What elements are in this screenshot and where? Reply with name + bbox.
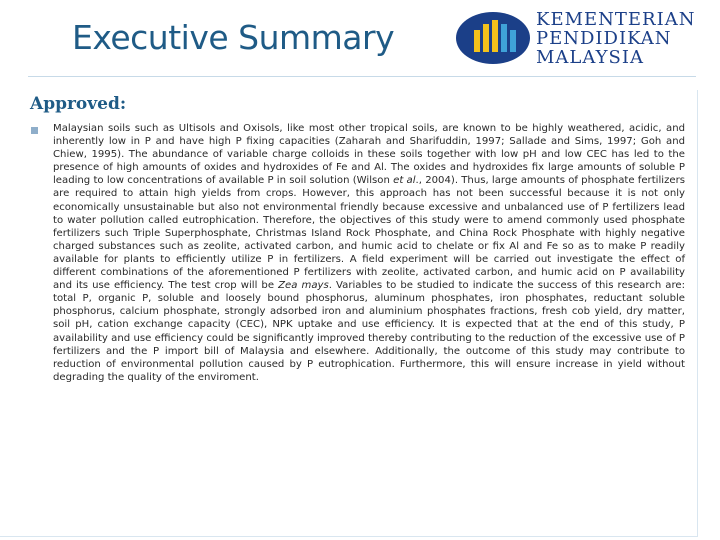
- summary-text-part-3: . Variables to be studied to indicate the success of this research are: total P, organic P, soluble and loosely bound phosphorus, aluminum phosphates, iron phosphates, reductant soluble phosphorus, calcium phosphate, strongly adsorbed iron and aluminium phosphates fractions, fresh cob yield, dry matter, soil pH, cation exchange capacity (CEC), NPK uptake and use efficiency. It is expected that at the end of this study, P availability and use efficiency could be significantly improved thereby contributing to the reduction of the excessive use of P fertilizers and the P import bill of Malaysia and elsewhere. Additionally, the outcome of this study may contribute to reduction of environmental pollution caused by P eutrophication. Furthermore, this will ensure increase in yield without degrading the quality of the enviroment: [53, 280, 685, 383]
- section-heading: Approved:: [30, 94, 127, 114]
- slide-title: Executive Summary: [72, 18, 395, 57]
- logo-line-1: KEMENTERIAN: [536, 9, 696, 30]
- bullet-icon: [31, 127, 38, 134]
- ministry-emblem-icon: [454, 10, 532, 66]
- ministry-logo: [454, 8, 712, 70]
- summary-paragraph: [53, 122, 685, 384]
- summary-text-end: .: [255, 371, 259, 383]
- summary-text-et-al: et al: [393, 175, 416, 187]
- logo-line-2: PENDIDIKAN: [536, 28, 672, 49]
- summary-text-species: Zea mays: [278, 280, 329, 292]
- summary-text-part-1: Malaysian soils such as Ultisols and Oxisols, like most other tropical soils, are known to be highly weathered, acidic, and inherently low in P and have high P fixing capacities (Zaharah and Sharifuddin, 1997; Sallade and Sims, 1997; Goh and Chiew, 1995). The abundance of variable charge colloids in these soils together with low pH and low CEC has led to the presence of high amounts of oxides and hydroxides of Fe and Al. The oxides and hydroxides fix large amounts of soluble P leading to low concentrations of available P in soil solution (Wilson: [53, 123, 685, 187]
- logo-line-3: MALAYSIA: [536, 47, 644, 68]
- ministry-logo-text: [536, 10, 695, 67]
- summary-text-part-2: ., 2004). Thus, large amounts of phosphate fertilizers are required to attain high yields from crops. However, this approach has not been successful because it is not only economically unsustainable but also not environmental friendly because excessive and unbalanced use of P fertilizers lead to water pollution called eutrophication. Therefore, the objectives of this study were to amend commonly used phosphate fertilizers such Triple Superphosphate, Christmas Island Rock Phosphate, and China Rock Phosphate with highly negative charged substances such as zeolite, activated carbon, and humic acid to chelate or fix Al and Fe so as to make P readily available for plants to efficiently utilize P in fertilizers. A field experiment will be carried out investigate the effect of different combinations of the aforementioned P fertilizers with zeolite, activated carbon, and humic acid on P availability and its use efficiency. The test crop will be: [53, 175, 685, 292]
- header-divider: [28, 76, 696, 77]
